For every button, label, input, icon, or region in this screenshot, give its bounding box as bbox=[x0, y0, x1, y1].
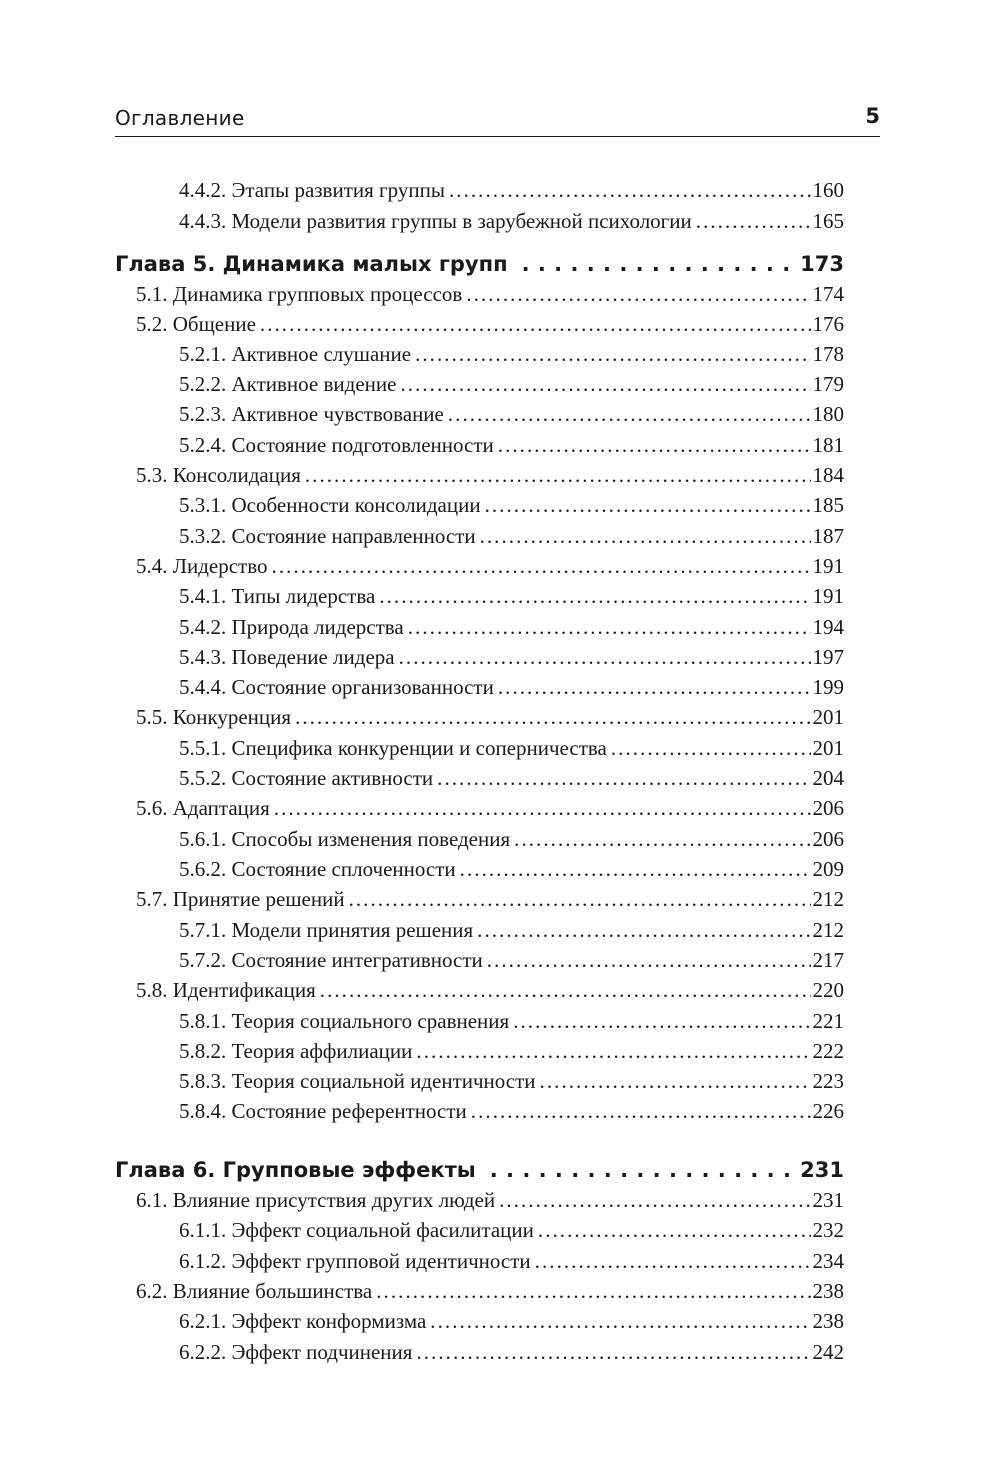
toc-entry-title: 5.4.2. Природа лидерства bbox=[179, 615, 404, 639]
toc-subsection bbox=[179, 1006, 844, 1036]
toc-subsection bbox=[179, 490, 844, 520]
dot-leader bbox=[485, 490, 811, 520]
dot-leader bbox=[487, 945, 811, 975]
toc-entry-page: 222 bbox=[812, 1039, 844, 1063]
toc-section bbox=[136, 460, 844, 490]
toc-entry-title: 5.8.2. Теория аффилиации bbox=[179, 1039, 413, 1063]
toc-entry-page: 184 bbox=[812, 463, 844, 487]
toc-entry-page: 165 bbox=[812, 209, 844, 233]
dot-leader bbox=[416, 1036, 810, 1066]
toc-entry-title: 5.7.2. Состояние интегративности bbox=[179, 948, 483, 972]
toc-entry-page: 191 bbox=[812, 554, 844, 578]
toc-entry-page: 179 bbox=[812, 372, 844, 396]
toc-entry-title: 5.8.1. Теория социального сравнения bbox=[179, 1009, 510, 1033]
toc-entry-page: 178 bbox=[812, 342, 844, 366]
toc-entry-title: 5.1. Динамика групповых процессов bbox=[136, 282, 463, 306]
dot-leader bbox=[415, 339, 810, 369]
toc-entry-title: Глава 5. Динамика малых групп bbox=[115, 252, 508, 276]
toc-entry-title: 5.2.2. Активное видение bbox=[179, 372, 397, 396]
toc-entry-title: 4.4.3. Модели развития группы в зарубежной психологии bbox=[179, 209, 692, 233]
toc-entry-title: 5.8.4. Состояние референтности bbox=[179, 1099, 467, 1123]
toc-subsection bbox=[179, 733, 844, 763]
toc-chapter bbox=[115, 249, 844, 279]
toc-entry-title: 5.4.4. Состояние организованности bbox=[179, 675, 494, 699]
toc-entry-title: 6.1.1. Эффект социальной фасилитации bbox=[179, 1218, 534, 1242]
dot-leader bbox=[471, 1096, 811, 1126]
toc-entry-page: 220 bbox=[812, 978, 844, 1002]
toc-entry-title: 5.4.3. Поведение лидера bbox=[179, 645, 395, 669]
dot-leader bbox=[540, 1066, 811, 1096]
dot-leader bbox=[320, 975, 811, 1005]
toc-entry-title: 5.2.3. Активное чувствование bbox=[179, 402, 444, 426]
toc-entry-page: 197 bbox=[812, 645, 844, 669]
toc-entry-title: 5.5. Конкуренция bbox=[136, 705, 292, 729]
toc-subsection bbox=[179, 1066, 844, 1096]
toc-subsection bbox=[179, 581, 844, 611]
dot-leader bbox=[274, 793, 811, 823]
toc-section bbox=[136, 1276, 844, 1306]
dot-leader bbox=[437, 763, 810, 793]
dot-leader bbox=[477, 915, 810, 945]
toc-entry-title: 5.6.1. Способы изменения поведения bbox=[179, 827, 511, 851]
toc-entry-title: 6.1. Влияние присутствия других людей bbox=[136, 1188, 496, 1212]
dot-leader bbox=[490, 1155, 796, 1185]
toc-entry-title: 5.2.1. Активное слушание bbox=[179, 342, 412, 366]
dot-leader bbox=[408, 612, 811, 642]
toc-subsection bbox=[179, 369, 844, 399]
toc-entry-page: 191 bbox=[812, 584, 844, 608]
toc-entry-page: 206 bbox=[812, 796, 844, 820]
toc-entry-title: 6.2.1. Эффект конформизма bbox=[179, 1309, 427, 1333]
toc-entry-page: 173 bbox=[800, 252, 844, 276]
toc-entry-title: Глава 6. Групповые эффекты bbox=[115, 1158, 476, 1182]
toc-section bbox=[136, 884, 844, 914]
toc-entry-page: 185 bbox=[812, 493, 844, 517]
toc-entry-title: 5.8. Идентификация bbox=[136, 978, 316, 1002]
toc-entry-title: 5.7.1. Модели принятия решения bbox=[179, 918, 474, 942]
toc-section bbox=[136, 279, 844, 309]
dot-leader bbox=[535, 1246, 811, 1276]
toc-entry-page: 204 bbox=[812, 766, 844, 790]
toc-entry-title: 5.8.3. Теория социальной идентичности bbox=[179, 1069, 536, 1093]
toc-entry-title: 5.3.1. Особенности консолидации bbox=[179, 493, 481, 517]
toc-entry-page: 223 bbox=[812, 1069, 844, 1093]
toc-section bbox=[136, 702, 844, 732]
toc-entry-page: 226 bbox=[812, 1099, 844, 1123]
toc-entry-title: 5.4.1. Типы лидерства bbox=[179, 584, 376, 608]
toc-entry-page: 238 bbox=[812, 1309, 844, 1333]
toc-section bbox=[136, 793, 844, 823]
dot-leader bbox=[448, 399, 811, 429]
toc-subsection bbox=[179, 642, 844, 672]
dot-leader bbox=[460, 854, 811, 884]
toc-entry-title: 5.2. Общение bbox=[136, 312, 256, 336]
toc-entry-page: 231 bbox=[812, 1188, 844, 1212]
toc-subsection bbox=[179, 824, 844, 854]
toc-entry-page: 201 bbox=[812, 736, 844, 760]
toc-chapter bbox=[115, 1155, 844, 1185]
dot-leader bbox=[272, 551, 811, 581]
dot-leader bbox=[376, 1276, 810, 1306]
toc-entry-title: 5.7. Принятие решений bbox=[136, 887, 345, 911]
dot-leader bbox=[430, 1306, 810, 1336]
toc-entry-title: 5.2.4. Состояние подготовленности bbox=[179, 433, 494, 457]
toc-subsection bbox=[179, 945, 844, 975]
dot-leader bbox=[379, 581, 810, 611]
toc-entry-title: 5.3.2. Состояние направленности bbox=[179, 524, 476, 548]
toc-entry-page: 238 bbox=[812, 1279, 844, 1303]
toc-entry-page: 212 bbox=[812, 887, 844, 911]
dot-leader bbox=[349, 884, 811, 914]
toc-subsection bbox=[179, 399, 844, 429]
running-header-title: Оглавление bbox=[115, 106, 245, 130]
toc-entry-page: 206 bbox=[812, 827, 844, 851]
dot-leader bbox=[480, 521, 811, 551]
toc-subsection bbox=[179, 430, 844, 460]
dot-leader bbox=[611, 733, 811, 763]
toc-subsection bbox=[179, 206, 844, 236]
toc-subsection bbox=[179, 854, 844, 884]
toc-entry-page: 209 bbox=[812, 857, 844, 881]
toc-entry-page: 174 bbox=[812, 282, 844, 306]
toc-subsection bbox=[179, 1096, 844, 1126]
toc-subsection bbox=[179, 1306, 844, 1336]
toc-subsection bbox=[179, 339, 844, 369]
dot-leader bbox=[498, 430, 811, 460]
toc-entry-page: 180 bbox=[812, 402, 844, 426]
toc-subsection bbox=[179, 612, 844, 642]
toc-entry-title: 5.5.1. Специфика конкуренции и соперничества bbox=[179, 736, 607, 760]
toc-entry-title: 4.4.2. Этапы развития группы bbox=[179, 178, 445, 202]
toc-section bbox=[136, 551, 844, 581]
toc-entry-page: 199 bbox=[812, 675, 844, 699]
dot-leader bbox=[400, 369, 810, 399]
dot-leader bbox=[538, 1215, 811, 1245]
toc-entry-page: 201 bbox=[812, 705, 844, 729]
toc-entry-title: 5.6.2. Состояние сплоченности bbox=[179, 857, 456, 881]
dot-leader bbox=[513, 1006, 810, 1036]
dot-leader bbox=[499, 1185, 810, 1215]
toc-subsection bbox=[179, 915, 844, 945]
toc-subsection bbox=[179, 672, 844, 702]
toc-entry-page: 221 bbox=[812, 1009, 844, 1033]
dot-leader bbox=[514, 824, 810, 854]
toc-entry-title: 5.3. Консолидация bbox=[136, 463, 301, 487]
dot-leader bbox=[260, 309, 811, 339]
toc-subsection bbox=[179, 1337, 844, 1367]
toc-subsection bbox=[179, 175, 844, 205]
dot-leader bbox=[399, 642, 811, 672]
toc-entry-page: 194 bbox=[812, 615, 844, 639]
dot-leader bbox=[466, 279, 810, 309]
toc-subsection bbox=[179, 763, 844, 793]
dot-leader bbox=[696, 206, 811, 236]
toc-entry-page: 232 bbox=[812, 1218, 844, 1242]
toc-entry-page: 181 bbox=[812, 433, 844, 457]
toc-entry-title: 5.4. Лидерство bbox=[136, 554, 268, 578]
toc-entry-title: 6.1.2. Эффект групповой идентичности bbox=[179, 1249, 531, 1273]
dot-leader bbox=[522, 249, 797, 279]
toc-section bbox=[136, 309, 844, 339]
dot-leader bbox=[498, 672, 811, 702]
toc-entry-page: 187 bbox=[812, 524, 844, 548]
toc-subsection bbox=[179, 1215, 844, 1245]
dot-leader bbox=[305, 460, 811, 490]
toc-entry-title: 6.2. Влияние большинства bbox=[136, 1279, 373, 1303]
toc-section bbox=[136, 1185, 844, 1215]
toc-entry-page: 242 bbox=[812, 1340, 844, 1364]
toc-entry-page: 231 bbox=[800, 1158, 844, 1182]
page-number: 5 bbox=[865, 104, 880, 128]
toc-subsection bbox=[179, 521, 844, 551]
toc-entry-page: 176 bbox=[812, 312, 844, 336]
toc-section bbox=[136, 975, 844, 1005]
toc-entry-page: 234 bbox=[812, 1249, 844, 1273]
toc-entry-page: 212 bbox=[812, 918, 844, 942]
dot-leader bbox=[295, 702, 810, 732]
toc-subsection bbox=[179, 1036, 844, 1066]
dot-leader bbox=[416, 1337, 810, 1367]
toc-entry-title: 5.5.2. Состояние активности bbox=[179, 766, 434, 790]
toc-entry-page: 217 bbox=[812, 948, 844, 972]
dot-leader bbox=[449, 175, 811, 205]
toc-subsection bbox=[179, 1246, 844, 1276]
toc-entry-title: 6.2.2. Эффект подчинения bbox=[179, 1340, 413, 1364]
running-header bbox=[115, 104, 880, 137]
toc-entry-title: 5.6. Адаптация bbox=[136, 796, 270, 820]
toc-entry-page: 160 bbox=[812, 178, 844, 202]
